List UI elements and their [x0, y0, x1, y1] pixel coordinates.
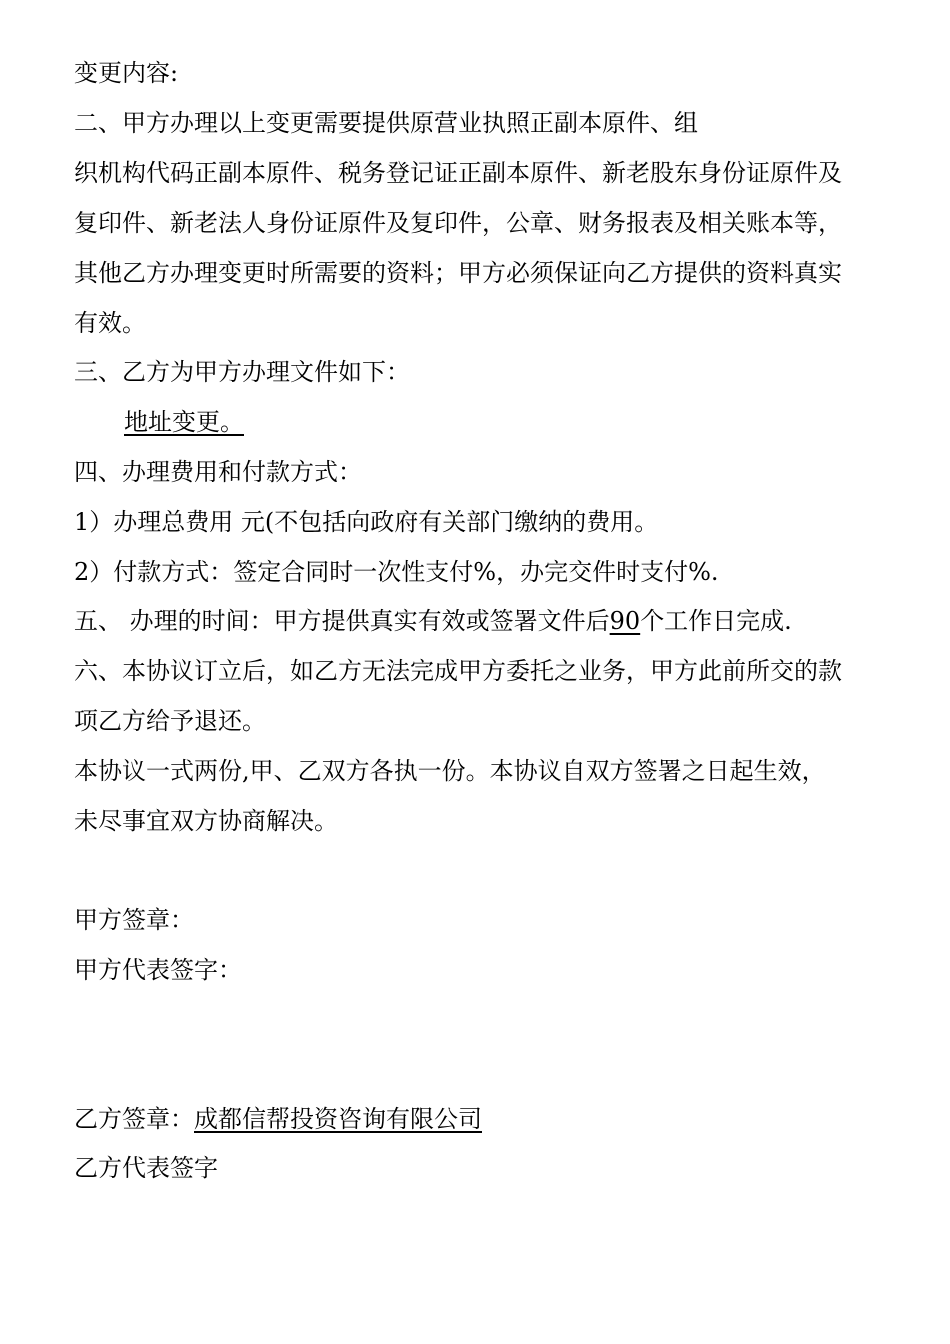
clause-3-heading: 三、乙方为甲方办理文件如下： — [74, 358, 410, 386]
change-content-heading: 变更内容: — [74, 59, 179, 87]
working-days-value: 90 — [609, 607, 641, 635]
party-a-representative: 甲方代表签字： — [74, 956, 242, 984]
clause-2-line-1: 二、甲方办理以上变更需要提供原营业执照正副本原件、组 — [74, 109, 698, 137]
clause-2-line-4: 其他乙方办理变更时所需要的资料；甲方必须保证向乙方提供的资料真实 — [74, 259, 842, 287]
clause-6-line-2: 项乙方给予退还。 — [74, 707, 266, 735]
clause-2-line-5: 有效。 — [74, 309, 146, 337]
party-a-seal: 甲方签章： — [74, 906, 194, 934]
clause-3-document-item: 地址变更。 — [124, 408, 244, 436]
clause-2-line-3: 复印件、新老法人身份证原件及复印件，公章、财务报表及相关账本等， — [74, 209, 842, 237]
clause-5-text-start: 五、 办理的时间：甲方提供真实有效或签署文件后 — [74, 607, 610, 635]
party-b-seal-label: 乙方签章： — [74, 1105, 194, 1133]
clause-4-heading: 四、办理费用和付款方式： — [74, 458, 362, 486]
party-b-representative: 乙方代表签字 — [74, 1154, 218, 1182]
clause-5-processing-time — [74, 606, 792, 636]
clause-6-line-1: 六、本协议订立后，如乙方无法完成甲方委托之业务，甲方此前所交的款 — [74, 657, 842, 685]
clause-4-payment-method: 2）付款方式：签定合同时一次性支付%，办完交件时支付%. — [74, 558, 719, 586]
clause-2-line-2: 织机构代码正副本原件、税务登记证正副本原件、新老股东身份证原件及 — [74, 159, 842, 187]
party-b-seal — [74, 1104, 482, 1134]
party-b-company-name: 成都信帮投资咨询有限公司 — [194, 1105, 482, 1133]
closing-line-1: 本协议一式两份,甲、乙双方各执一份。本协议自双方签署之日起生效， — [74, 757, 826, 785]
clause-4-total-fee: 1）办理总费用 元(不包括向政府有关部门缴纳的费用。 — [74, 508, 659, 536]
clause-5-text-end: 个工作日完成. — [640, 607, 792, 635]
closing-line-2: 未尽事宜双方协商解决。 — [74, 807, 338, 835]
